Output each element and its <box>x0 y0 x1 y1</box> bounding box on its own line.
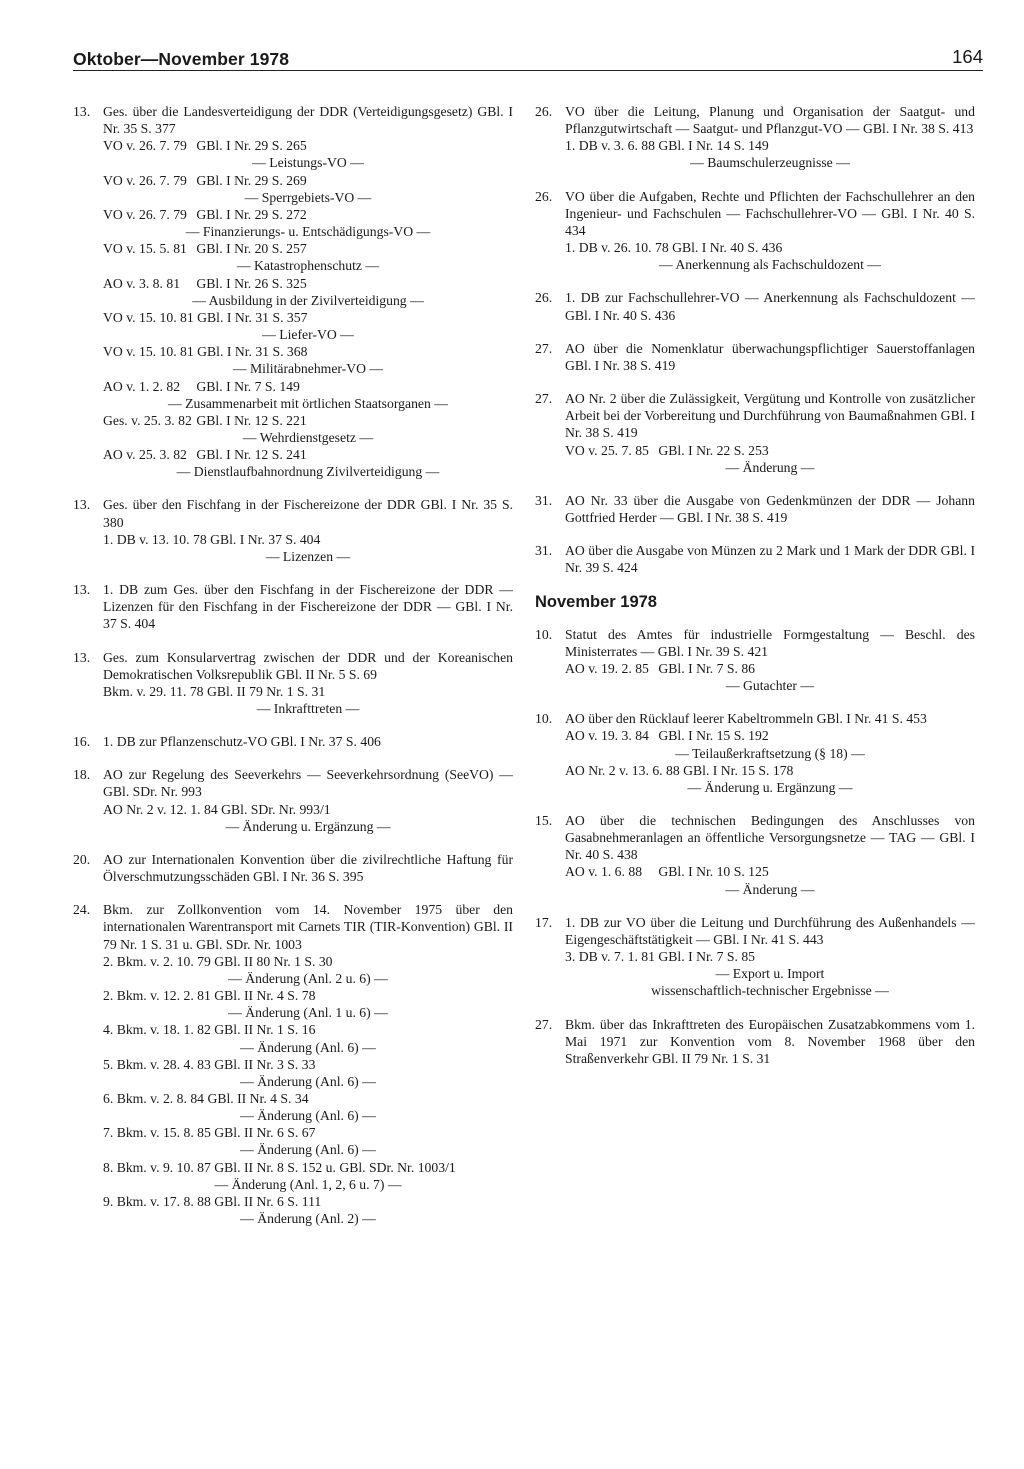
entry-text: Ges. über den Fischfang in der Fischereizone der DDR GBl. I Nr. 35 S. 380 <box>103 497 513 530</box>
entry-day: 27. <box>535 340 553 356</box>
ref-row: AO Nr. 2 v. 13. 6. 88 GBl. I Nr. 15 S. 178 <box>565 762 794 778</box>
entry-text: Statut des Amtes für industrielle Formgestaltung — Beschl. des Ministerrates — GBl. I Nr. 39 S. 421 <box>565 626 975 659</box>
ref-note: — Sperrgebiets-VO — <box>244 189 372 205</box>
entry-day: 27. <box>535 391 553 407</box>
entry-muenzen <box>535 542 975 576</box>
entry-text: AO über den Rücklauf leerer Kabeltrommeln GBl. I Nr. 41 S. 453 <box>565 711 927 727</box>
entry-text: Bkm. über das Inkrafttreten des Europäischen Zusatzabkommens vom 1. Mai 1971 zur Konvention vom 8. November 1968 über den Straßenverkehr GBl. II 79 Nr. 1 S. 31 <box>565 1016 975 1066</box>
ref-note: — Katastrophenschutz — <box>236 258 380 274</box>
ref-row: VO v. 26. 7. 79 GBl. I Nr. 29 S. 269 <box>103 172 307 188</box>
ref-row: 3. DB v. 7. 1. 81 GBl. I Nr. 7 S. 85 <box>565 949 756 965</box>
entry-text: 1. DB zum Ges. über den Fischfang in der Fischereizone der DDR — Lizenzen für den Fischfang in der Fischereizone der DDR — GBl. I Nr. 37 S. 404 <box>103 582 513 632</box>
entry-seeverkehr <box>73 766 513 835</box>
entry-konsularvertrag <box>73 649 513 718</box>
entry-text: 1. DB zur Fachschullehrer-VO — Anerkennung als Fachschuldozent — GBl. I Nr. 40 S. 436 <box>565 290 975 323</box>
ref-note: — Export u. Import <box>715 966 825 982</box>
entry-text: AO Nr. 2 über die Zulässigkeit, Vergütung und Kontrolle von zusätzlicher Arbeit bei der Vorbereitung und Durchführung von Baumaßnahmen GBl. I Nr. 38 S. 419 <box>565 391 975 441</box>
entry-day: 13. <box>73 104 91 119</box>
entry-day: 13. <box>73 497 91 513</box>
page-header <box>73 46 983 72</box>
ref-note: — Änderung (Anl. 6) — <box>240 1108 376 1124</box>
ref-row: VO v. 15. 10. 81 GBl. I Nr. 31 S. 368 <box>103 344 308 360</box>
entry-text: AO über die technischen Bedingungen des Anschlusses von Gasabnehmeranlagen an öffentliche Versorgungsnetze — TAG — GBl. I Nr. 40 S. 438 <box>565 813 975 863</box>
ref-row: VO v. 15. 10. 81 GBl. I Nr. 31 S. 357 <box>103 309 308 325</box>
entry-oelverschmutzung <box>73 851 513 885</box>
ref-row: 1. DB v. 26. 10. 78 GBl. I Nr. 40 S. 436 <box>565 240 783 256</box>
ref-row: AO Nr. 2 v. 12. 1. 84 GBl. SDr. Nr. 993/1 <box>103 801 331 817</box>
entry-baumassnahmen <box>535 390 975 476</box>
right-column <box>535 103 975 1083</box>
entry-saatgut <box>535 103 975 172</box>
entry-text: 1. DB zur Pflanzenschutz-VO GBl. I Nr. 37 S. 406 <box>103 734 381 750</box>
entry-text: Ges. über die Landesverteidigung der DDR (Verteidigungsgesetz) GBl. I Nr. 35 S. 377 <box>103 104 513 137</box>
entry-day: 26. <box>535 188 553 204</box>
entry-text: AO Nr. 33 über die Ausgabe von Gedenkmünzen der DDR — Johann Gottfried Herder — GBl. I Nr. 38 S. 419 <box>565 492 975 525</box>
entry-day: 31. <box>535 492 553 508</box>
ref-row: AO v. 19. 2. 85 GBl. I Nr. 7 S. 86 <box>565 660 756 676</box>
entry-text: AO zur Internationalen Konvention über die zivilrechtliche Haftung für Ölverschmutzungsschäden GBl. I Nr. 36 S. 395 <box>103 851 513 885</box>
entry-fischfang-db <box>73 581 513 632</box>
entry-kabeltrommeln <box>535 710 975 796</box>
ref-note: — Änderung (Anl. 1 u. 6) — <box>228 1005 388 1021</box>
ref-note: — Teilaußerkraftsetzung (§ 18) — <box>675 745 865 761</box>
ref-note: — Änderung (Anl. 2 u. 6) — <box>228 970 388 986</box>
ref-row: 5. Bkm. v. 28. 4. 83 GBl. II Nr. 3 S. 33 <box>103 1056 316 1072</box>
entry-day: 20. <box>73 851 91 867</box>
ref-note: — Änderung (Anl. 1, 2, 6 u. 7) — <box>214 1176 402 1192</box>
entry-strassenverkehr <box>535 1016 975 1067</box>
ref-note: — Lizenzen — <box>265 548 351 564</box>
entry-day: 15. <box>535 813 553 828</box>
ref-row: Bkm. v. 29. 11. 78 GBl. II 79 Nr. 1 S. 31 <box>103 683 326 699</box>
entry-day: 26. <box>535 290 553 306</box>
entry-sauerstoffanlagen <box>535 340 975 374</box>
ref-note: — Änderung u. Ergänzung — <box>687 779 853 795</box>
ref-row: VO v. 26. 7. 79 GBl. I Nr. 29 S. 272 <box>103 206 307 222</box>
entry-text: VO über die Leitung, Planung und Organisation der Saatgut- und Pflanzgutwirtschaft — Saatgut- und Pflanzgut-VO — GBl. I Nr. 38 S. 413 <box>565 104 975 137</box>
ref-note: — Änderung (Anl. 6) — <box>240 1142 376 1158</box>
ref-note: — Militärabnehmer-VO — <box>232 361 384 377</box>
entry-text: AO zur Regelung des Seeverkehrs — Seeverkehrsordnung (SeeVO) — GBl. SDr. Nr. 993 <box>103 767 513 800</box>
ref-note: — Änderung (Anl. 6) — <box>240 1039 376 1055</box>
entry-day: 27. <box>535 1016 553 1032</box>
ref-note: — Inkrafttreten — <box>256 701 360 716</box>
ref-note: — Baumschulerzeugnisse — <box>690 155 850 171</box>
ref-note: — Änderung — <box>725 881 815 897</box>
ref-row: AO v. 1. 2. 82 GBl. I Nr. 7 S. 149 <box>103 378 300 394</box>
ref-row: AO v. 1. 6. 88 GBl. I Nr. 10 S. 125 <box>565 864 769 880</box>
entry-day: 10. <box>535 626 553 642</box>
ref-row: 1. DB v. 13. 10. 78 GBl. I Nr. 37 S. 404 <box>103 531 321 547</box>
left-column <box>73 103 513 1243</box>
entry-day: 24. <box>73 902 91 918</box>
ref-row: 9. Bkm. v. 17. 8. 88 GBl. II Nr. 6 S. 111 <box>103 1193 322 1209</box>
ref-row: VO v. 25. 7. 85 GBl. I Nr. 22 S. 253 <box>565 442 769 458</box>
entry-fachschuldozent <box>535 289 975 323</box>
entry-aussenhandel <box>535 914 975 1000</box>
entry-day: 13. <box>73 582 91 598</box>
entry-formgestaltung <box>535 626 975 695</box>
ref-note: — Leistungs-VO — <box>252 155 364 171</box>
page-title: Oktober—November 1978 <box>73 49 290 69</box>
entry-text: AO über die Nomenklatur überwachungspflichtiger Sauerstoffanlagen GBl. I Nr. 38 S. 419 <box>565 340 975 373</box>
ref-note: — Änderung (Anl. 2) — <box>240 1211 376 1227</box>
ref-note: — Änderung — <box>725 459 815 475</box>
ref-row: 2. Bkm. v. 12. 2. 81 GBl. II Nr. 4 S. 78 <box>103 988 316 1004</box>
ref-row: 4. Bkm. v. 18. 1. 82 GBl. II Nr. 1 S. 16 <box>103 1022 316 1038</box>
ref-note: — Zusammenarbeit mit örtlichen Staatsorganen — <box>168 395 448 411</box>
ref-note: — Wehrdienstgesetz — <box>242 429 374 445</box>
ref-row: AO v. 3. 8. 81 GBl. I Nr. 26 S. 325 <box>103 275 307 291</box>
ref-row: 1. DB v. 3. 6. 88 GBl. I Nr. 14 S. 149 <box>565 138 769 154</box>
ref-row: Ges. v. 25. 3. 82 GBl. I Nr. 12 S. 221 <box>103 412 307 428</box>
entry-day: 16. <box>73 734 91 750</box>
page-number: 164 <box>952 46 983 67</box>
entry-day: 26. <box>535 104 553 119</box>
ref-note: — Dienstlaufbahnordnung Zivilverteidigung — <box>176 464 440 480</box>
entry-day: 13. <box>73 649 91 665</box>
entry-day: 17. <box>535 914 553 930</box>
entry-zollkonvention <box>73 901 513 1227</box>
entry-gedenkmuenzen <box>535 492 975 526</box>
ref-row: 2. Bkm. v. 2. 10. 79 GBl. II 80 Nr. 1 S. 30 <box>103 953 333 969</box>
entry-verteidigungsgesetz <box>73 103 513 480</box>
ref-row: VO v. 26. 7. 79 GBl. I Nr. 29 S. 265 <box>103 138 307 154</box>
ref-row: 6. Bkm. v. 2. 8. 84 GBl. II Nr. 4 S. 34 <box>103 1090 309 1106</box>
ref-row: 7. Bkm. v. 15. 8. 85 GBl. II Nr. 6 S. 67 <box>103 1125 316 1141</box>
ref-note: — Gutachter — <box>725 678 815 694</box>
entry-day: 18. <box>73 767 91 783</box>
entry-text: Bkm. zur Zollkonvention vom 14. November 1975 über den internationalen Warentransport mit Carnets TIR (TIR-Konvention) GBl. II 79 Nr. 1 S. 31 u. GBl. SDr. Nr. 1003 <box>103 902 513 952</box>
ref-note: — Finanzierungs- u. Entschädigungs-VO — <box>185 224 431 240</box>
ref-note: — Anerkennung als Fachschuldozent — <box>659 257 881 273</box>
entry-day: 10. <box>535 711 553 727</box>
ref-row: VO v. 15. 5. 81 GBl. I Nr. 20 S. 257 <box>103 241 307 257</box>
ref-note: — Liefer-VO — <box>262 327 354 343</box>
ref-row: AO v. 25. 3. 82 GBl. I Nr. 12 S. 241 <box>103 447 307 463</box>
entry-gasabnehmeranlagen <box>535 812 975 898</box>
entry-text: VO über die Aufgaben, Rechte und Pflichten der Fachschullehrer an den Ingenieur- und Fachschulen — Fachschullehrer-VO — GBl. I Nr. 40 S. 434 <box>565 188 975 238</box>
ref-note: wissenschaftlich-technischer Ergebnisse — <box>651 983 889 999</box>
ref-note: — Änderung (Anl. 6) — <box>240 1073 376 1089</box>
entry-refs <box>103 137 513 480</box>
entry-text: AO über die Ausgabe von Münzen zu 2 Mark und 1 Mark der DDR GBl. I Nr. 39 S. 424 <box>565 543 975 576</box>
section-heading: November 1978 <box>535 593 657 612</box>
header-rule <box>73 70 983 71</box>
entry-text: 1. DB zur VO über die Leitung und Durchführung des Außenhandels — Eigengeschäftstätigkeit — GBl. I Nr. 41 S. 443 <box>565 914 975 947</box>
entry-text: Ges. zum Konsularvertrag zwischen der DDR und der Koreanischen Demokratischen Volksrepublik GBl. II Nr. 5 S. 69 <box>103 649 513 682</box>
ref-note: — Änderung u. Ergänzung — <box>225 818 391 834</box>
entry-fischfang <box>73 496 513 565</box>
entry-pflanzenschutz <box>73 733 513 750</box>
entry-fachschullehrer <box>535 188 975 274</box>
ref-note: — Ausbildung in der Zivilverteidigung — <box>192 292 424 308</box>
ref-row: AO v. 19. 3. 84 GBl. I Nr. 15 S. 192 <box>565 728 769 744</box>
ref-row-wrapped: 8. Bkm. v. 9. 10. 87 GBl. II Nr. 8 S. 152 u. GBl. SDr. Nr. 1003/1 <box>103 1159 456 1175</box>
entry-day: 31. <box>535 543 553 559</box>
